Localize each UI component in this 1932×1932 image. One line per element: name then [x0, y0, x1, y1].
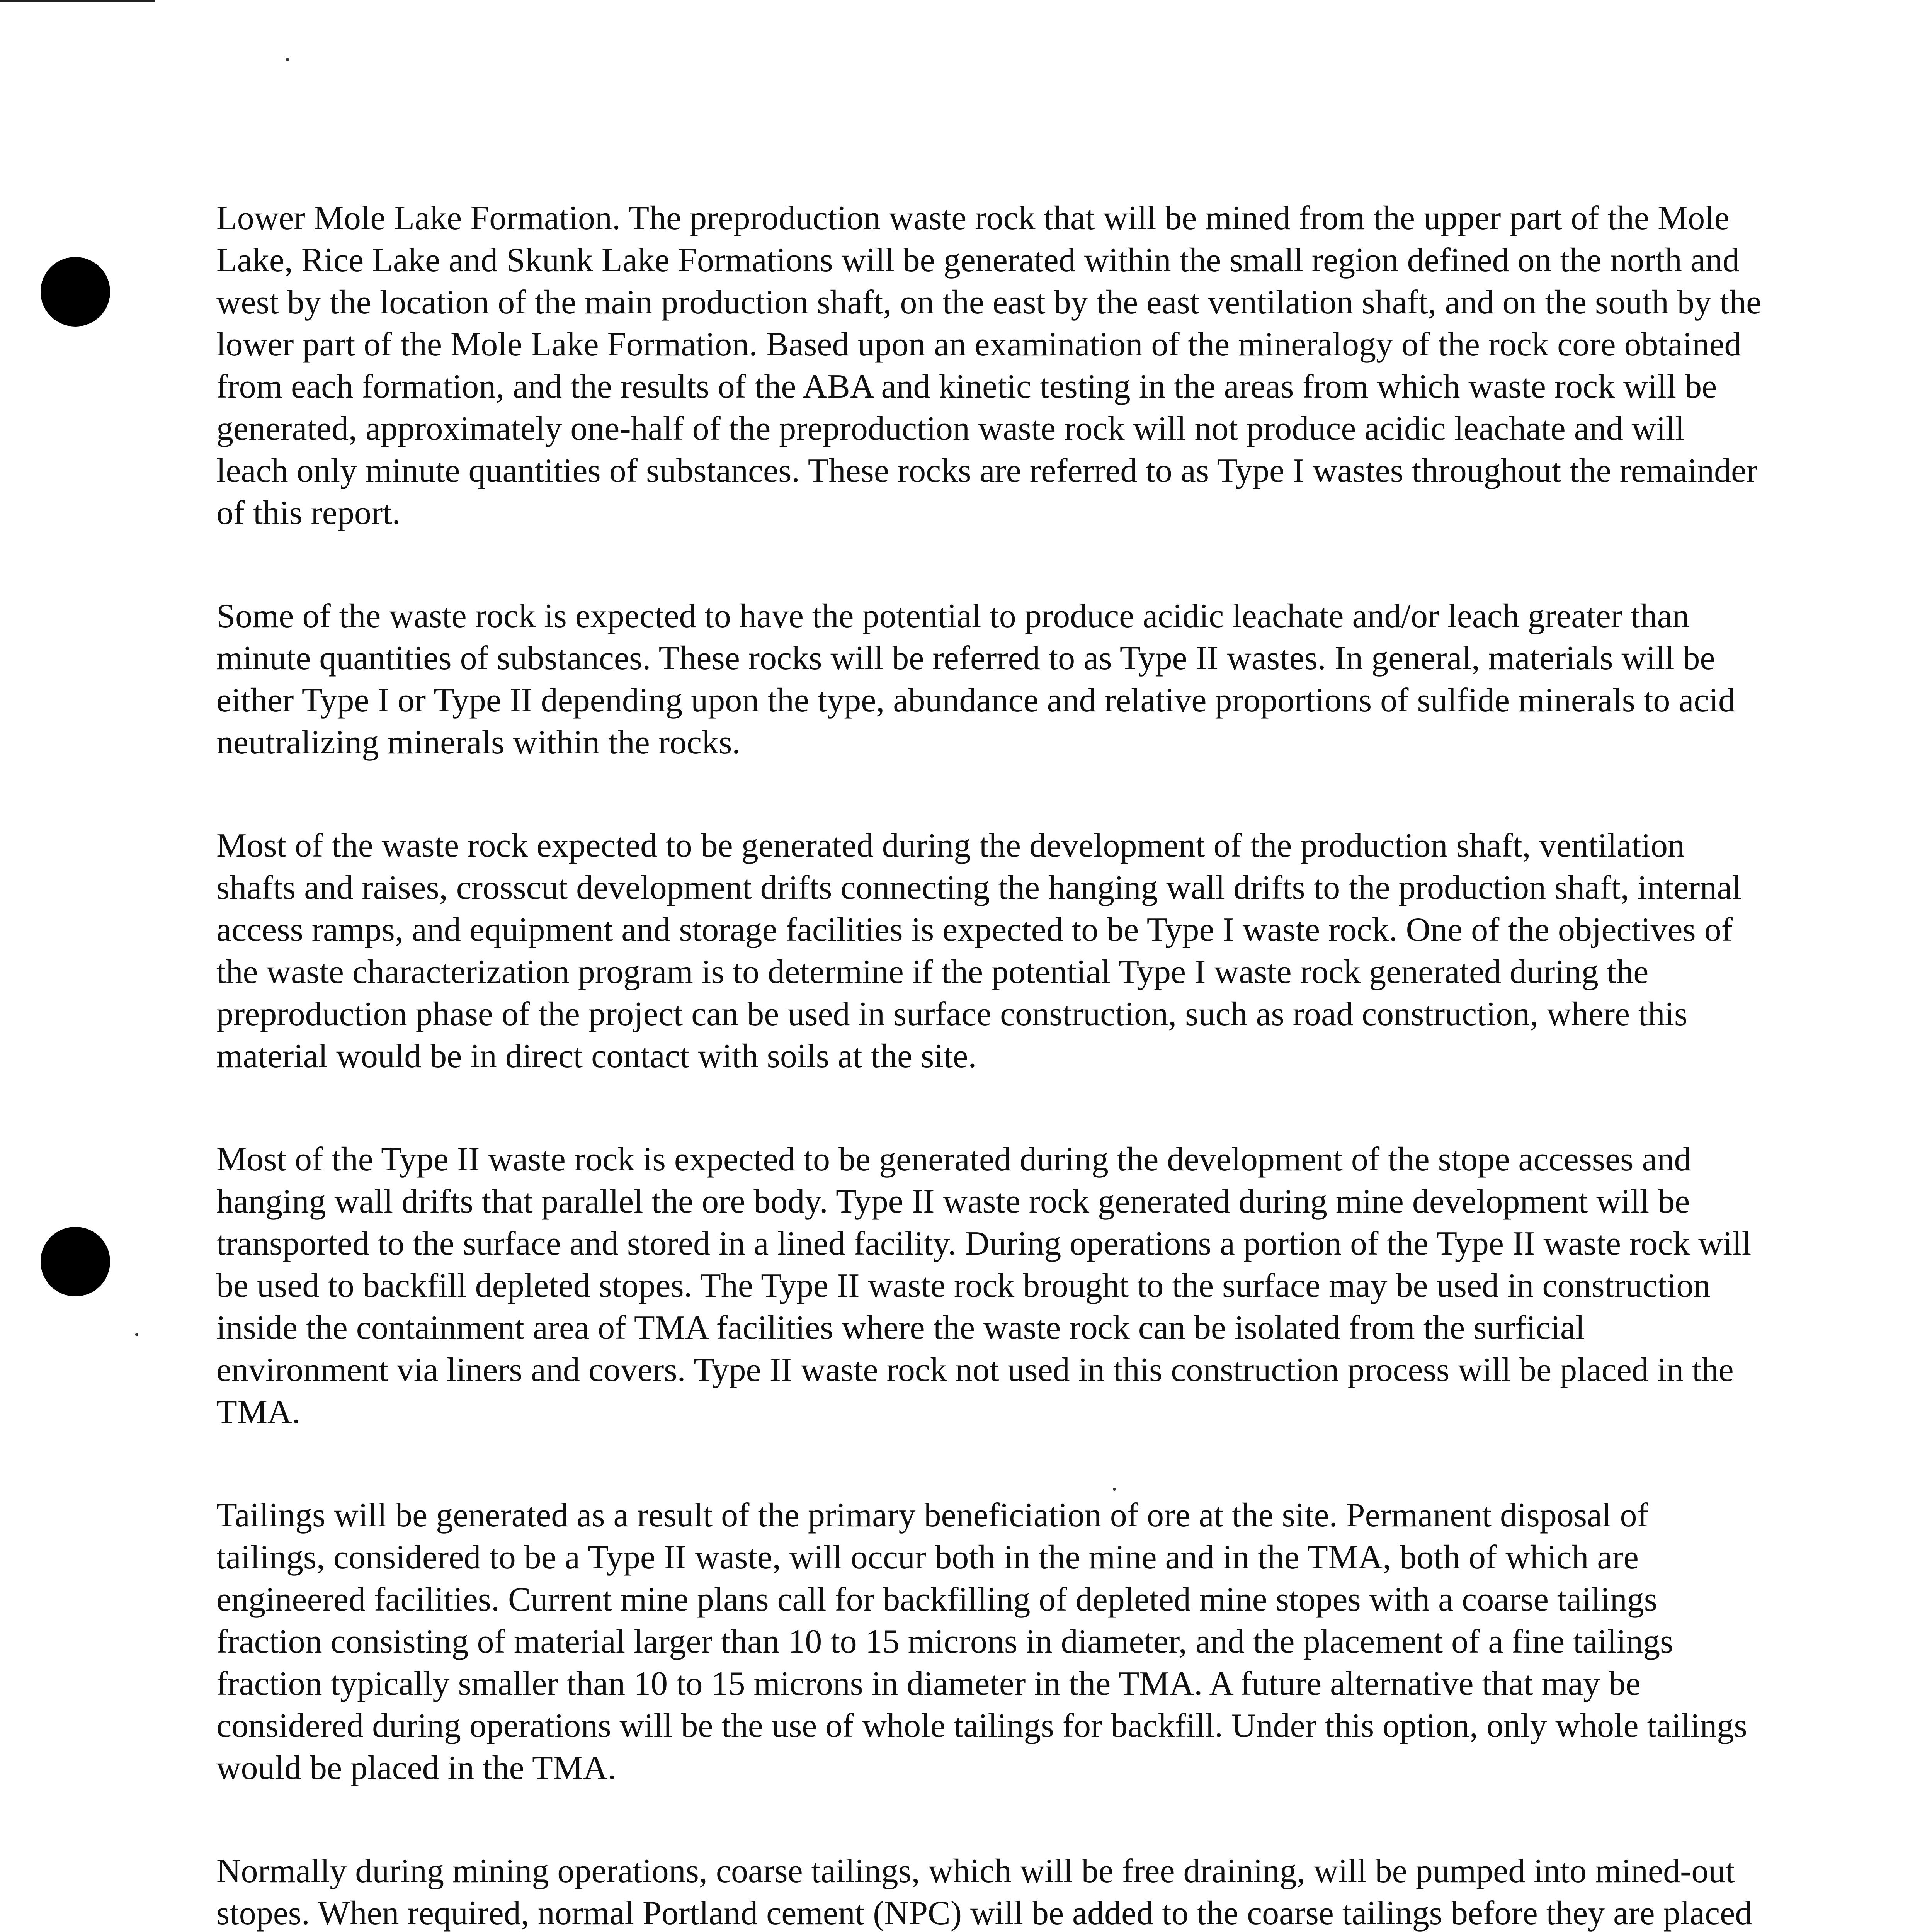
paragraph-type-i-development: Most of the waste rock expected to be generated during the development of the production shaft, ventilation shafts and raises, crosscut development drifts connecting the hanging wall drifts to the production shaft, internal access ramps, and equipment and storage facilities is expected to be Type I waste rock. One of the objectives of the waste characterization program is to determine if the potential Type I waste rock generated during the preproduction phase of the project can be used in surface construction, such as road construction, where this material would be in direct contact with soils at the site.	[216, 827, 1742, 1075]
binder-hole-middle	[41, 1227, 110, 1296]
scan-speck	[286, 58, 289, 61]
scan-speck	[135, 1333, 138, 1336]
paragraph-coarse-tailings: Normally during mining operations, coarse tailings, which will be free draining, will be pumped into mined-out stopes. When required, normal Portland cement (NPC) will be added to the coarse tailings before they are placed	[216, 1852, 1752, 1932]
paragraph-tailings-disposal: Tailings will be generated as a result of the primary beneficiation of ore at the site. Permanent disposal of tailings, considered to be a Type II waste, will occur both in the mine and in the TMA, both of which are engineered facilities. Current mine plans call for backfilling of depleted mine stopes with a coarse tailings fraction consisting of material larger than 10 to 15 microns in diameter, and the placement of a fine tailings fraction typically smaller than 10 to 15 microns in diameter in the TMA. A future alternative that may be considered during operations will be the use of whole tailings for backfill. Under this option, only whole tailings would be placed in the TMA.	[216, 1497, 1747, 1787]
binder-hole-top	[41, 257, 110, 327]
paragraph-type-ii-development: Most of the Type II waste rock is expected to be generated during the development of the stope accesses and hanging wall drifts that parallel the ore body. Type II waste rock generated during mine development will be transported to the surface and stored in a lined facility. During operations a portion of the Type II waste rock will be used to backfill depleted stopes. The Type II waste rock brought to the surface may be used in construction inside the containment area of TMA facilities where the waste rock can be isolated from the surficial environment via liners and covers. Type II waste rock not used in this construction process will be placed in the TMA.	[216, 1141, 1752, 1431]
paragraph-type-ii-waste: Some of the waste rock is expected to have the potential to produce acidic leachate and/or leach greater than minute quantities of substances. These rocks will be referred to as Type II wastes. In general, materials will be either Type I or Type II depending upon the type, abundance and relative proportions of sulfide minerals to acid neutralizing minerals within the rocks.	[216, 597, 1735, 761]
report-body	[216, 197, 1762, 1932]
scan-edge-mark	[0, 0, 155, 2]
paragraph-type-i-waste: Lower Mole Lake Formation. The preproduction waste rock that will be mined from the upper part of the Mole Lake, Rice Lake and Skunk Lake Formations will be generated within the small region defined on the north and west by the location of the main production shaft, on the east by the east ventilation shaft, and on the south by the lower part of the Mole Lake Formation. Based upon an examination of the mineralogy of the rock core obtained from each formation, and the results of the ABA and kinetic testing in the areas from which waste rock will be generated, approximately one-half of the preproduction waste rock will not produce acidic leachate and will leach only minute quantities of substances. These rocks are referred to as Type I wastes throughout the remainder of this report.	[216, 199, 1762, 532]
